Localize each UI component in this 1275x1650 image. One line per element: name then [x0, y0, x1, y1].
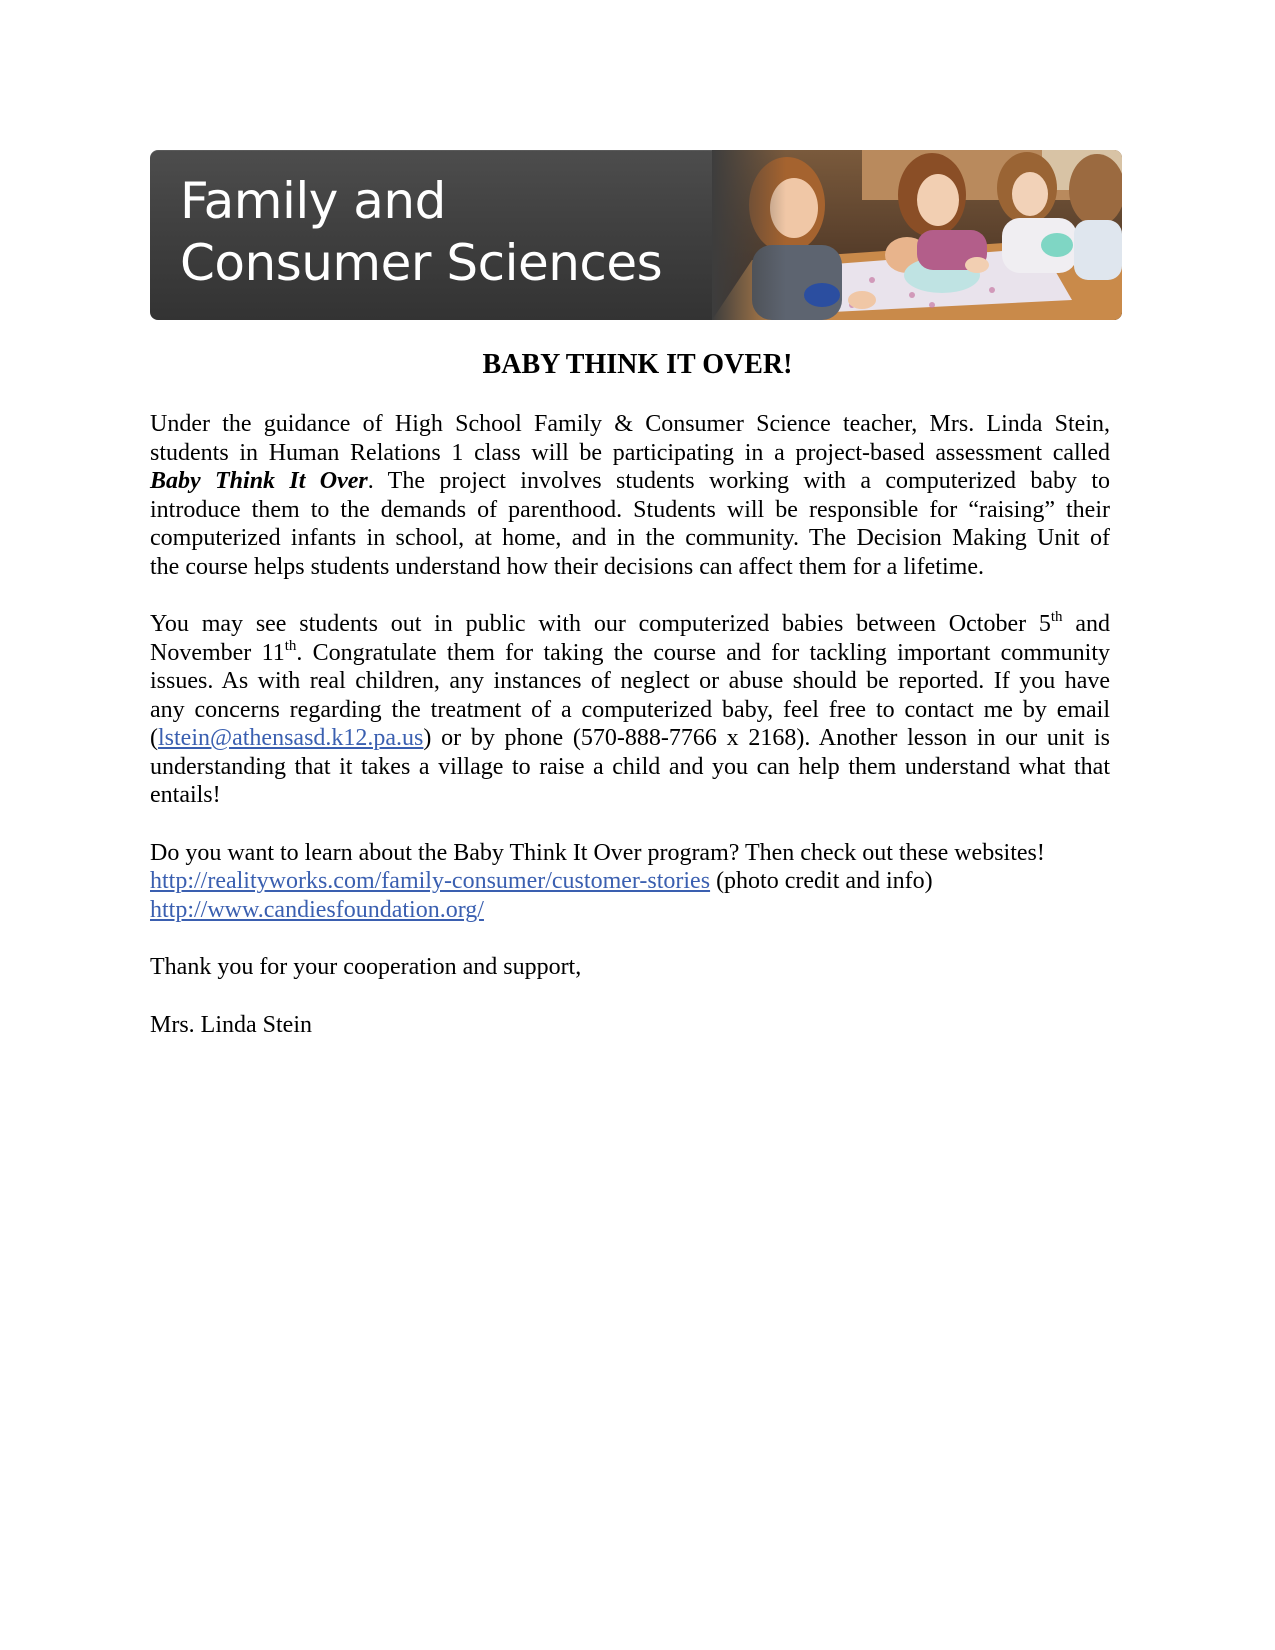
paragraph-websites [150, 839, 1110, 925]
letter-body [150, 410, 1110, 1068]
text-line: any concerns regarding the treatment of a computerized baby, feel free to contact me by email [150, 696, 1110, 723]
text-line: computerized infants in school, at home, and in the community. The Decision Making Unit of [150, 525, 1110, 551]
paragraph-public-notice [150, 610, 1110, 810]
photo-credit-note: (photo credit and info) [710, 868, 933, 894]
text-line [150, 610, 1110, 639]
paragraph-closing [150, 953, 1110, 982]
banner-title-line-2: Consumer Sciences [180, 234, 663, 292]
text-segment: ( [150, 725, 158, 751]
text-line: entails! [150, 782, 221, 808]
paragraph-intro [150, 410, 1110, 581]
banner-title [180, 170, 662, 294]
ordinal-suffix: th [284, 637, 297, 654]
text-line [150, 896, 1110, 925]
banner-title-line-1: Family and [180, 172, 446, 230]
signature: Mrs. Linda Stein [150, 1011, 312, 1038]
text-segment: You may see students out in public with our computerized babies between October 5 [150, 611, 1051, 637]
text-line: Under the guidance of High School Family & Consumer Science teacher, Mrs. Linda Stein, [150, 411, 1110, 437]
text-line: understanding that it takes a village to raise a child and you can help them understand what that [150, 753, 1110, 780]
text-segment: . Congratulate them for taking the course and for tackling important community [296, 639, 1111, 666]
text-segment: ) or by phone (570-888-7766 x 2168). Another lesson in our unit is [423, 725, 1110, 751]
candies-foundation-link[interactable]: http://www.candiesfoundation.org/ [150, 896, 484, 923]
text-line [150, 724, 1110, 753]
students-with-computerized-babies-photo [712, 150, 1122, 320]
text-segment: November 11 [150, 639, 285, 666]
email-link[interactable]: lstein@athensasd.k12.pa.us [158, 725, 424, 751]
page-heading: BABY THINK IT OVER! [482, 349, 793, 380]
ordinal-suffix: th [1050, 609, 1063, 625]
text-line: students in Human Relations 1 class will be participating in a project-based assessment called [150, 439, 1110, 466]
text-line: Do you want to learn about the Baby Think It Over program? Then check out these websites! [150, 839, 1045, 866]
text-line: the course helps students understand how their decisions can affect them for a lifetime. [150, 553, 984, 580]
program-name: Baby Think It Over [150, 468, 368, 494]
text-line: issues. As with real children, any instances of neglect or abuse should be reported. If you have [150, 668, 1110, 694]
text-line [150, 867, 1110, 896]
header-banner [150, 150, 1122, 320]
text-line [150, 639, 1110, 668]
text-line [150, 467, 1110, 496]
text-line: introduce them to the demands of parenthood. Students will be responsible for “raising” their [150, 496, 1110, 523]
realityworks-link[interactable]: http://realityworks.com/family-consumer/customer-stories [150, 868, 711, 894]
paragraph-signature [150, 1011, 1110, 1040]
closing-line: Thank you for your cooperation and support, [150, 954, 582, 980]
text-segment: . The project involves students working with a computerized baby to [367, 468, 1111, 494]
text-segment: and [1062, 611, 1110, 637]
